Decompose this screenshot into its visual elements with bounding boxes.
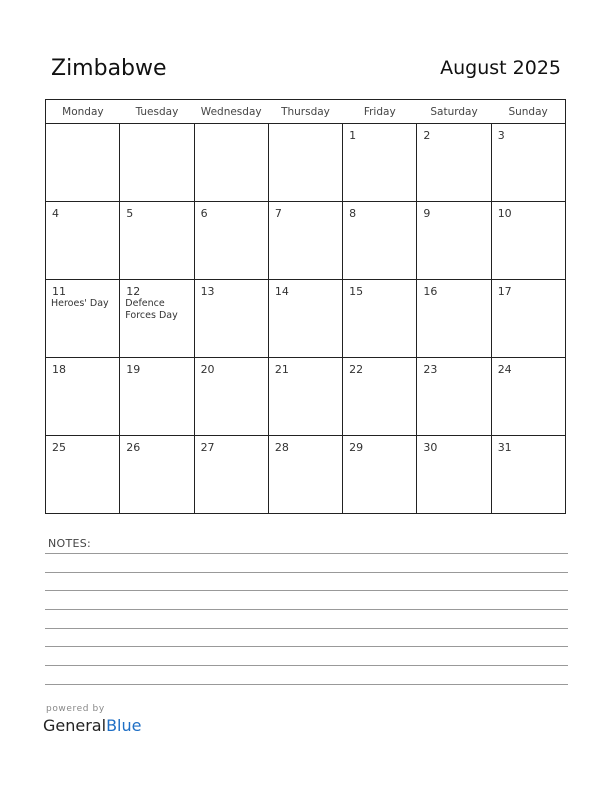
week-row	[46, 358, 566, 436]
day-number: 15	[349, 285, 364, 298]
day-cell	[120, 436, 194, 514]
day-cell	[46, 436, 120, 514]
day-number: 20	[200, 363, 215, 376]
day-number: 26	[126, 441, 141, 454]
weekday-monday: Monday	[46, 100, 120, 124]
day-number: 25	[52, 441, 66, 454]
day-number: 21	[274, 363, 289, 376]
holiday-label: Heroes' Day	[51, 298, 109, 309]
day-number: 2	[423, 129, 431, 142]
day-cell	[120, 280, 194, 358]
day-number: 1	[349, 129, 357, 142]
notes-label: NOTES:	[48, 537, 92, 550]
day-number: 6	[200, 207, 208, 220]
day-cell	[343, 436, 417, 514]
week-row	[46, 436, 566, 514]
country-title: Zimbabwe	[51, 56, 167, 81]
day-number: 7	[274, 207, 282, 220]
day-number: 10	[497, 207, 512, 220]
week-row	[46, 280, 566, 358]
note-line	[45, 590, 568, 591]
logo-general-text: General	[43, 716, 107, 735]
week-row	[46, 124, 566, 202]
day-cell	[46, 202, 120, 280]
day-number: 17	[497, 285, 512, 298]
weekday-friday: Friday	[343, 100, 417, 124]
day-cell	[343, 202, 417, 280]
day-number: 31	[497, 441, 512, 454]
day-number: 29	[349, 441, 364, 454]
day-cell	[194, 280, 268, 358]
day-cell	[46, 358, 120, 436]
day-number: 12	[126, 285, 141, 298]
weekday-saturday: Saturday	[417, 100, 491, 124]
note-line	[45, 684, 568, 685]
day-cell	[343, 358, 417, 436]
day-cell	[194, 358, 268, 436]
day-cell	[417, 202, 491, 280]
day-cell	[343, 280, 417, 358]
day-cell	[343, 124, 417, 202]
note-line	[45, 609, 568, 610]
weekday-header-row	[46, 100, 566, 124]
day-cell	[417, 358, 491, 436]
note-line	[45, 572, 568, 573]
day-cell	[268, 280, 342, 358]
note-line	[45, 646, 568, 647]
day-cell	[120, 124, 194, 202]
powered-by-text: powered by	[46, 704, 105, 714]
day-number: 22	[349, 363, 364, 376]
day-cell	[194, 124, 268, 202]
logo-blue-text: Blue	[106, 716, 142, 735]
day-cell	[417, 436, 491, 514]
day-cell	[120, 202, 194, 280]
day-cell	[46, 280, 120, 358]
day-cell	[417, 280, 491, 358]
week-row	[46, 202, 566, 280]
holiday-label: Defence Forces Day	[125, 298, 178, 321]
weekday-sunday: Sunday	[491, 100, 565, 124]
day-number: 23	[423, 363, 438, 376]
generalblue-logo	[43, 716, 141, 735]
weekday-thursday: Thursday	[268, 100, 342, 124]
day-number: 3	[497, 129, 505, 142]
day-number: 28	[274, 441, 289, 454]
day-number: 24	[497, 363, 512, 376]
day-number: 19	[126, 363, 141, 376]
day-cell	[268, 124, 342, 202]
day-cell	[268, 436, 342, 514]
day-number: 14	[274, 285, 289, 298]
day-cell	[491, 358, 565, 436]
note-line	[45, 628, 568, 629]
day-cell	[491, 280, 565, 358]
day-number: 4	[52, 207, 59, 220]
day-number: 8	[349, 207, 357, 220]
day-number: 9	[423, 207, 431, 220]
day-cell	[120, 358, 194, 436]
day-number: 11	[52, 285, 66, 298]
day-number: 18	[52, 363, 66, 376]
month-year-title: August 2025	[440, 57, 561, 79]
weekday-wednesday: Wednesday	[194, 100, 268, 124]
day-number: 30	[423, 441, 438, 454]
day-cell	[268, 358, 342, 436]
day-cell	[194, 436, 268, 514]
calendar-grid	[45, 99, 566, 514]
day-number: 27	[200, 441, 215, 454]
day-cell	[491, 202, 565, 280]
weekday-tuesday: Tuesday	[120, 100, 194, 124]
day-cell	[268, 202, 342, 280]
note-line	[45, 553, 568, 554]
day-number: 13	[200, 285, 215, 298]
day-cell	[46, 124, 120, 202]
day-cell	[417, 124, 491, 202]
day-cell	[491, 436, 565, 514]
day-number: 16	[423, 285, 438, 298]
note-line	[45, 665, 568, 666]
day-cell	[491, 124, 565, 202]
day-number: 5	[126, 207, 134, 220]
day-cell	[194, 202, 268, 280]
